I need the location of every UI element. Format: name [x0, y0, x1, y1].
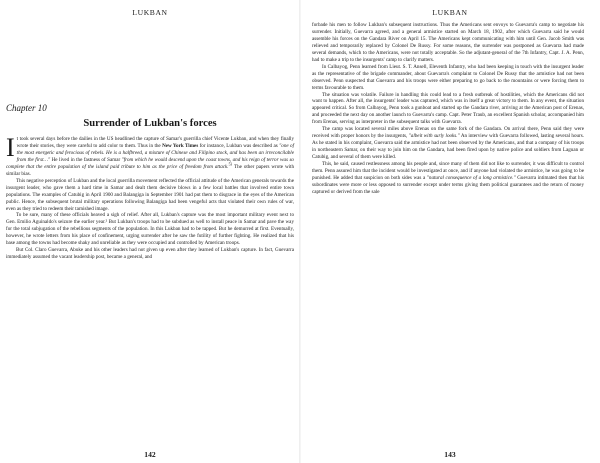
quotation: "albeit with surly looks." — [408, 133, 460, 140]
running-head-left: LUKBAN — [132, 8, 168, 17]
right-body-text — [312, 22, 584, 196]
text-run: He lived in the fastness of Samar — [50, 156, 122, 163]
text-run: for instance, Lukban was described as — [198, 142, 280, 149]
quotation: "natural consequence of a long armistice." — [426, 174, 516, 181]
footnote-marker: 53 — [228, 162, 233, 167]
paragraph — [312, 126, 584, 161]
paragraph: To be sure, many of these officials heaved a sigh of relief. After all, Lukban's capture was the most important military event next to Gen. Emilio Aguinaldo's seizure the earlier year.² But Lukban's troops had to be subdued as well to install peace in Samar and pave the way for the total subjugation of the rebellious segments of the population. In this Lukban had to be tapped. But he demurred at first. Eventually, however, he wrote letters from his place of confinement, urging surrender after he saw the futility of further fighting. He realized that his base among the towns had become shaky and unreliable as they were occupied and controlled by American troops. — [6, 212, 294, 247]
text-run: Guevarra intimated then that his subordinates were more or less opposed to surrender except under terms giving them political guarantees and the return of money captured or derived from the sale — [312, 174, 585, 195]
drop-cap: I — [6, 133, 15, 162]
page-number-right: 143 — [444, 450, 456, 459]
right-page — [300, 0, 600, 463]
quotation: "one of the most energetic and ferocious of rebels. He is a halfbreed, a mixture of Chinese and Filipino stock, and has been an irreconcilable from the first…" — [16, 142, 294, 163]
paragraph: In Calbayog, Penn learned from Lieut. S. T. Ansell, Eleventh Infantry, who had been keeping in touch with the insurgent leader as the representative of the brigade commander, about Guevarra's complaint to Colonel De Russy that the armistice had not been observed. Penn suspected that Guevarra and his troops were either preparing to go back to the mountains or were forcing them to terms favourable to them. — [312, 63, 584, 91]
running-head-right: LUKBAN — [432, 8, 468, 17]
newspaper-name: New York Times — [162, 142, 199, 149]
text-run: t took several days before the dailies in the US headlined the capture of Samar's guerrilla chief Vicente Lukban, and when they finally wrote their stories, they were careful to add color to them. Thus in the — [16, 136, 294, 149]
chapter-label: Chapter 10 — [6, 103, 47, 113]
text-run: An interview with Guevarra followed, lasting several hours. As he stated in his complaint, Guevarra said the armistice had not been observed by the Americans, and that a company of his troops in northeastern Samar, on their way to join him on the Gandara, had been fired upon by native police and soldiers from Laguan or Catubig, and several of them were killed. — [312, 133, 584, 161]
paragraph — [6, 133, 295, 178]
paragraph — [312, 161, 584, 196]
chapter-title: Surrender of Lukban's forces — [83, 118, 217, 129]
left-body-text — [6, 133, 295, 261]
quotation: "from which he would descend upon the coast towns, and his reign of terror was so complete that the entire population of the island paid tribute to him as the price of freedom from attack. — [6, 156, 294, 170]
paragraph: The situation was volatile. Failure in handling this could lead to a fresh outbreak of hostilities, which the Americans did not want to happen. After all, the insurgents' leader was captured, which was in itself a great victory to them. In any event, the situation appeared critical. So from Calbayog, Penn took a gunboat and started up the Gandara river, arriving at the American post of Erenas, and proceeded the next day on another launch to Guevarra's camp. Capt. Peter Traub, an excellent Spanish scholar, accompanied him from Erenas, serving as interpreter in the subsequent talks with Guevarra. — [312, 91, 584, 126]
text-run: This, he said, caused restlessness among his people and, since many of them did not like to surrender, it was difficult to control them. Penn assured him that the incident would be investigated at once, and if anyone had violated the armistice, he was going to be punished. He added that suspicion on both sides was a — [312, 161, 584, 181]
text-run: The camp was located several miles above Erenas on the same fork of the Gandara. On arrival there, Penn said they were received with proper honors by the insurgents, — [312, 126, 584, 140]
paragraph: But Col. Claro Guevarra, Abuke and his other leaders had not given up even after they learned of Lukban's capture. In fact, Guevarra immediately assumed the vacant leadership post, became a general, and — [6, 247, 294, 261]
page-number-left: 142 — [144, 450, 156, 459]
paragraph: This negative perception of Lukban and the local guerrilla movement reflected the official attitude of the American generals towards the insurgent leader, who gave them a hard time in Samar and dealt them decisive blows in a few local battles that involved entire town populations. The examples of Catubig in April 1900 and Balangiga in September 1901 had put them to disgrace in the eyes of the American public. Hence, the subsequent brutal military operations following Balangiga had been vengeful acts that violated their own rules of war, even as they tried to redeem their tarnished image. — [6, 177, 294, 212]
paragraph: forbade his men to follow Lukban's subsequent instructions. Thus the Americans sent envoys to Guevarra's camp to negotiate his surrender. Initially, Guevarra agreed, and a general armistice started on March 18, 1902, after which Guevarra said he would assemble his forces on the Gandara River on April 15. The Americans kept communicating with him until Gen. Jacob Smith was relieved and temporarily replaced by Colonel De Russy. For some reasons, the surrender was postponed as Guevarra had made several demands, which to the Americans, were not totally acceptable. So the adjutant-general of the 7th Infantry, Capt. J. A. Penn, had to make a trip to the insurgents' camp to clarify matters. — [312, 22, 584, 63]
text-run: The other papers wrote with similar bias. — [6, 163, 295, 177]
